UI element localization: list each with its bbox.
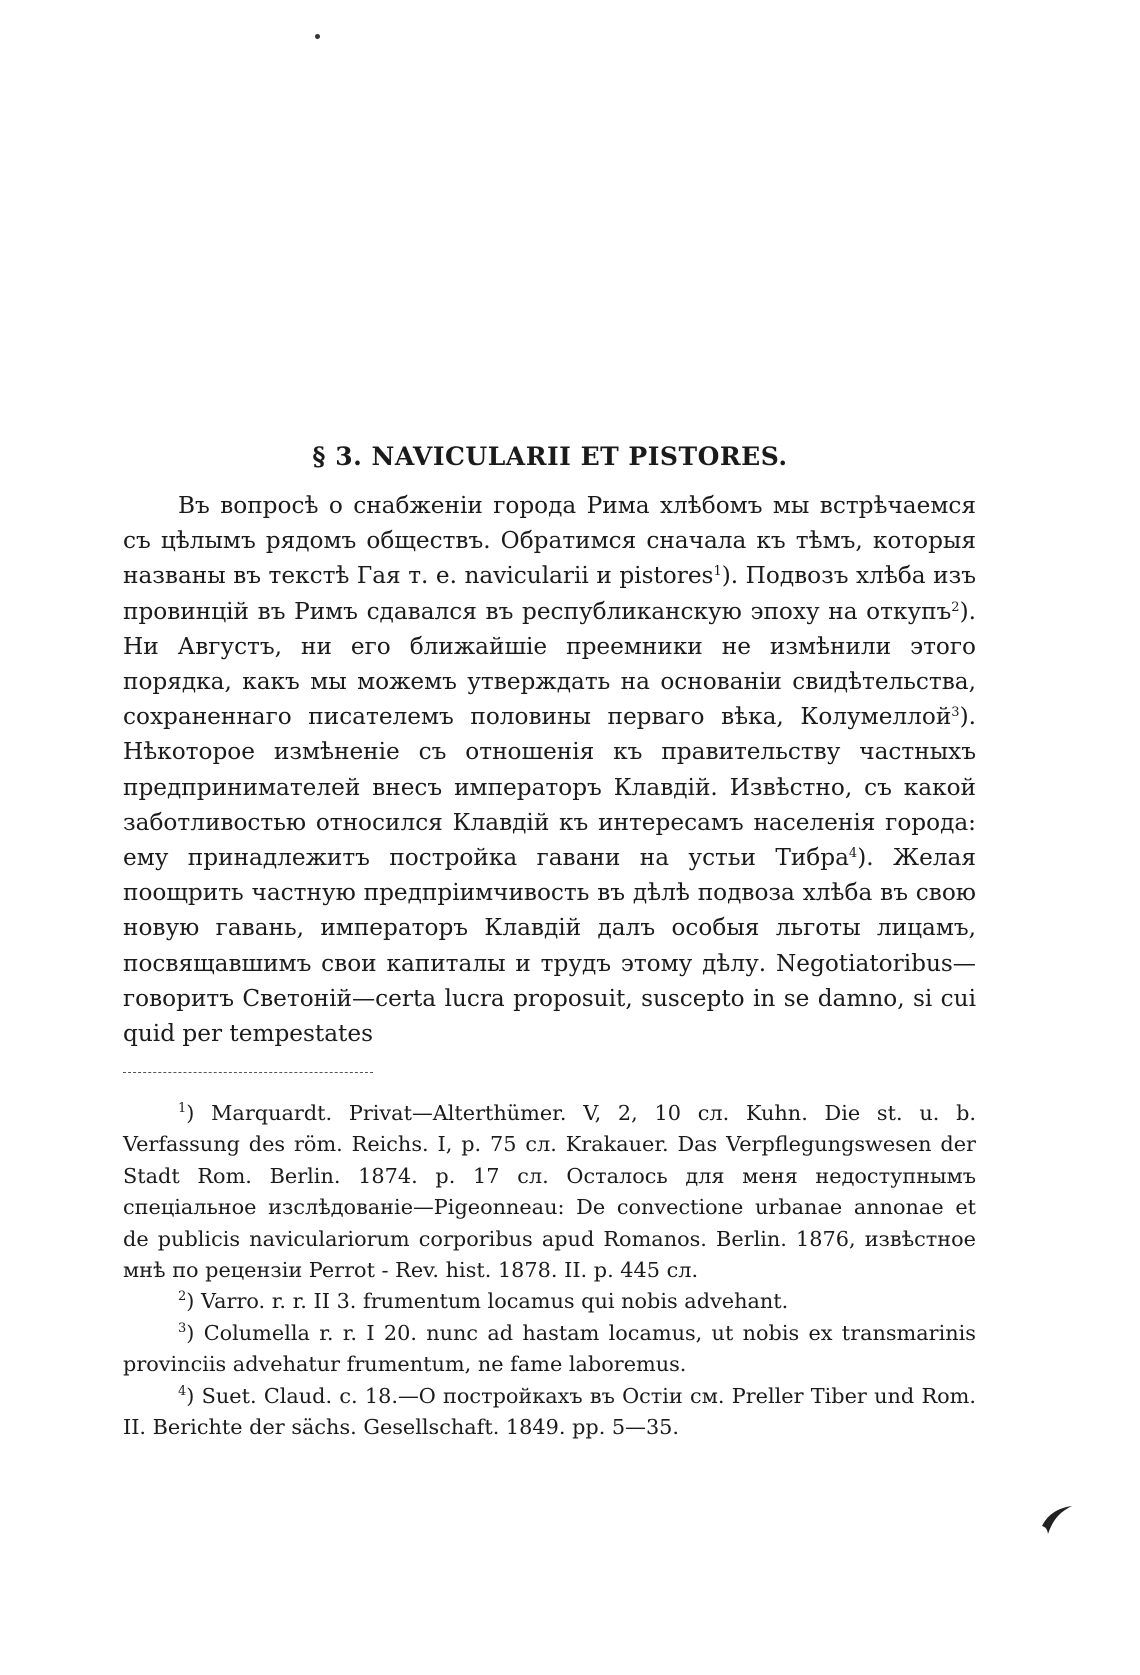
footnote-text: ) Varro. r. r. II 3. frumentum locamus qui nobis advehant. — [186, 1289, 789, 1314]
text-run: Въ вопросѣ о снабженіи города Рима хлѣбомъ мы встрѣчаемся съ цѣлымъ рядомъ обществъ. Обратимся сначала къ тѣмъ, которыя названы въ текстѣ Гая т. е. navicularii и pistores — [123, 492, 976, 590]
footnote-number: 2 — [178, 1289, 187, 1305]
main-paragraph — [123, 488, 976, 1051]
main-text — [123, 488, 976, 1051]
footnote-separator — [123, 1072, 373, 1073]
footnote-number: 1 — [178, 1101, 187, 1116]
footnote-4 — [123, 1381, 976, 1444]
text-run: ). Подвозъ хлѣба изъ провинцій въ Римъ сдавался въ республиканскую эпоху на откупъ — [123, 562, 976, 625]
footnote-text: ) Columella r. r. I 20. nunc ad hastam locamus, ut nobis ex transmarinis provinciis advehatur frumentum, ne fame laboremus. — [123, 1320, 976, 1377]
footnote-3 — [123, 1318, 976, 1381]
footnote-text: ) Suet. Claud. c. 18.—О постройкахъ въ Остіи см. Preller Tiber und Rom. II. Berichte der sächs. Gesellschaft. 1849. pp. 5—35. — [123, 1383, 976, 1440]
footnote-number: 4 — [178, 1383, 187, 1399]
footnote-2 — [123, 1286, 976, 1317]
section-heading: § 3. NAVICULARII ET PISTORES. — [312, 442, 788, 471]
footnote-ref: 1 — [713, 564, 722, 580]
footnote-ref: 3 — [951, 705, 960, 721]
stray-dot-mark — [315, 34, 320, 39]
text-run: ). Желая поощрить частную предпріимчивость въ дѣлѣ подвоза хлѣба въ свою новую гавань, императоръ Клавдій далъ особыя льготы лицамъ, посвящавшимъ свои капиталы и трудъ этому дѣлу. Negotiatoribus—говоритъ Светоній—certa lucra proposuit, suscepto in se damno, si cui quid per tempestates — [123, 844, 976, 1048]
footnote-ref: 2 — [951, 599, 960, 615]
footnote-ref: 4 — [848, 846, 858, 862]
footnote-number: 3 — [178, 1320, 187, 1336]
footnotes — [123, 1098, 976, 1443]
pen-mark-icon — [1038, 1500, 1078, 1540]
footnote-text: ) Marquardt. Privat—Alterthümer. V, 2, 10 сл. Kuhn. Die st. u. b. Verfassung des röm. Reichs. I, p. 75 сл. Krakauer. Das Verpflegungswesen der Stadt Rom. Berlin. 1874. p. 17 сл. Осталось для меня недоступнымъ спеціальное изслѣдованіе—Pigeonneau: De convectione urbanae annonae et de publicis naviculariorum corporibus apud Romanos. Berlin. 1876, извѣстное мнѣ по рецензіи Perrot - Rev. hist. 1878. II. p. 445 сл. — [123, 1101, 976, 1283]
text-run: ). Нѣкоторое измѣненіе съ отношенія къ правительству частныхъ предпринимателей внесъ императоръ Клавдій. Извѣстно, съ какой заботливостью относился Клавдій къ интересамъ населенія города: ему принадлежитъ постройка гавани на устьи Тибра — [123, 703, 976, 872]
footnote-1 — [123, 1098, 976, 1286]
text-run: ). Ни Августъ, ни его ближайшіе преемники не измѣнили этого порядка, какъ мы можемъ утверждать на основаніи свидѣтельства, сохраненнаго писателемъ половины перваго вѣка, Колумеллой — [123, 597, 976, 731]
